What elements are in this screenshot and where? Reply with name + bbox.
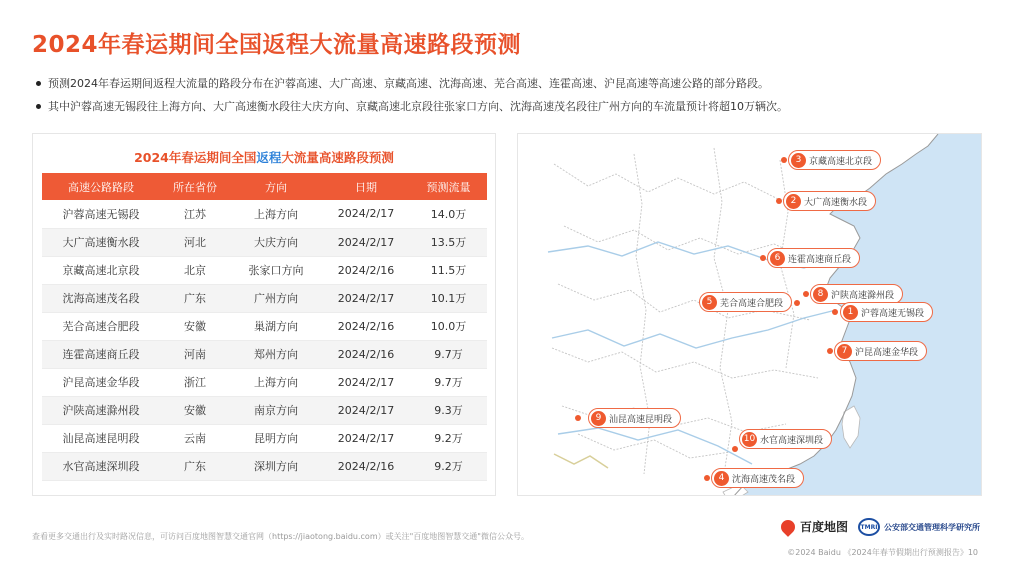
table-row [42,284,487,312]
cell-direction: 南京方向 [230,396,322,424]
cell-province: 河南 [160,340,230,368]
cell-date: 2024/2/16 [322,312,410,340]
marker-dot-3 [781,157,787,163]
cell-road: 汕昆高速昆明段 [42,424,160,452]
bullet-text: 其中沪蓉高速无锡段往上海方向、大广高速衡水段往大庆方向、京藏高速北京段往张家口方向、沈海高速茂名段往广州方向的车流量预计将超10万辆次。 [48,100,788,113]
table-row [42,200,487,228]
table-row [42,312,487,340]
header-province: 所在省份 [160,173,230,200]
map-label-1 [840,302,933,322]
cell-direction: 郑州方向 [230,340,322,368]
page-title: 2024年春运期间全国返程大流量高速路段预测 [32,32,522,58]
cell-flow: 9.2万 [410,424,487,452]
map-label-9 [588,408,681,428]
cell-province: 河北 [160,228,230,256]
source-note: 查看更多交通出行及实时路况信息，可访问百度地图智慧交通官网（https://jiaotong.baidu.com）或关注"百度地图智慧交通"微信公众号。 [32,532,529,541]
cell-date: 2024/2/17 [322,368,410,396]
header-flow: 预测流量 [410,173,487,200]
map-number-8: 8 [813,287,828,302]
prediction-table [42,173,487,481]
bullet-item [36,72,996,95]
header-road: 高速公路路段 [42,173,160,200]
map-label-text: 水官高速深圳段 [760,435,824,446]
cell-province: 安徽 [160,312,230,340]
route-map [517,133,982,496]
map-label-text: 沪陕高速滁州段 [831,290,895,301]
table-title-highlight: 返程 [256,150,282,165]
cell-flow: 9.3万 [410,396,487,424]
cell-province: 广东 [160,452,230,480]
map-label-text: 沪蓉高速无锡段 [861,308,925,319]
map-number-5: 5 [702,295,717,310]
cell-province: 江苏 [160,200,230,228]
cell-road: 沈海高速茂名段 [42,284,160,312]
map-label-5 [699,292,792,312]
cell-province: 云南 [160,424,230,452]
map-label-10 [739,429,832,449]
map-number-9: 9 [591,411,606,426]
map-number-3: 3 [791,153,806,168]
prediction-table-card [32,133,496,496]
cell-direction: 大庆方向 [230,228,322,256]
table-row [42,340,487,368]
cell-date: 2024/2/17 [322,396,410,424]
cell-date: 2024/2/16 [322,452,410,480]
cell-direction: 深圳方向 [230,452,322,480]
cell-flow: 10.1万 [410,284,487,312]
marker-dot-6 [760,255,766,261]
map-number-4: 4 [714,471,729,486]
table-header-row [42,173,487,200]
cell-province: 北京 [160,256,230,284]
map-label-text: 芜合高速合肥段 [720,298,784,309]
cell-direction: 上海方向 [230,368,322,396]
cell-flow: 9.2万 [410,452,487,480]
cell-flow: 14.0万 [410,200,487,228]
map-label-text: 汕昆高速昆明段 [609,414,673,425]
cell-road: 沪陕高速滁州段 [42,396,160,424]
tmri-emblem-icon: TMRI [858,518,880,536]
cell-road: 芜合高速合肥段 [42,312,160,340]
cell-direction: 张家口方向 [230,256,322,284]
cell-road: 沪蓉高速无锡段 [42,200,160,228]
table-title-prefix: 2024年春运期间全国 [134,150,257,165]
summary-bullets [36,72,996,118]
map-label-4 [711,468,804,488]
table-row [42,452,487,480]
marker-dot-9 [575,415,581,421]
map-label-2 [783,191,876,211]
table-row [42,368,487,396]
cell-road: 沪昆高速金华段 [42,368,160,396]
map-label-6 [767,248,860,268]
map-label-text: 连霍高速商丘段 [788,254,852,265]
cell-date: 2024/2/16 [322,256,410,284]
table-title [33,148,495,166]
map-label-7 [834,341,927,361]
cell-direction: 昆明方向 [230,424,322,452]
map-label-8 [810,284,903,304]
map-label-text: 京藏高速北京段 [809,156,873,167]
cell-flow: 9.7万 [410,340,487,368]
map-number-10: 10 [742,432,757,447]
cell-road: 京藏高速北京段 [42,256,160,284]
tmri-logo [858,518,980,536]
map-number-1: 1 [843,305,858,320]
bullet-text: 预测2024年春运期间返程大流量的路段分布在沪蓉高速、大广高速、京藏高速、沈海高速、芜合高速、连霍高速、沪昆高速等高速公路的部分路段。 [48,77,769,90]
cell-road: 连霍高速商丘段 [42,340,160,368]
marker-dot-7 [827,348,833,354]
marker-dot-5 [794,300,800,306]
cell-date: 2024/2/17 [322,284,410,312]
map-number-6: 6 [770,251,785,266]
marker-dot-8 [803,291,809,297]
map-label-text: 沈海高速茂名段 [732,474,796,485]
header-direction: 方向 [230,173,322,200]
baidu-map-logo [781,518,848,535]
cell-province: 安徽 [160,396,230,424]
map-number-7: 7 [837,344,852,359]
baidu-pin-icon [778,517,798,537]
cell-date: 2024/2/17 [322,228,410,256]
cell-direction: 巢湖方向 [230,312,322,340]
bullet-dot-icon [36,104,41,109]
map-label-3 [788,150,881,170]
baidu-logo-text: 百度地图 [800,520,849,534]
map-number-2: 2 [786,194,801,209]
table-row [42,424,487,452]
marker-dot-10 [732,446,738,452]
marker-dot-1 [832,309,838,315]
table-row [42,396,487,424]
cell-flow: 13.5万 [410,228,487,256]
cell-date: 2024/2/17 [322,424,410,452]
cell-road: 水官高速深圳段 [42,452,160,480]
header-date: 日期 [322,173,410,200]
map-label-text: 沪昆高速金华段 [855,347,919,358]
marker-dot-4 [704,475,710,481]
page-footer: ©2024 Baidu 《2024年春节假期出行预测报告》10 [787,548,978,557]
map-label-text: 大广高速衡水段 [804,197,868,208]
bullet-item [36,95,996,118]
marker-dot-2 [776,198,782,204]
bullet-dot-icon [36,81,41,86]
cell-date: 2024/2/16 [322,340,410,368]
tmri-logo-text: 公安部交通管理科学研究所 [884,522,980,532]
cell-province: 广东 [160,284,230,312]
cell-direction: 上海方向 [230,200,322,228]
cell-flow: 11.5万 [410,256,487,284]
cell-flow: 9.7万 [410,368,487,396]
table-title-suffix: 大流量高速路段预测 [281,150,394,165]
cell-date: 2024/2/17 [322,200,410,228]
table-row [42,228,487,256]
cell-flow: 10.0万 [410,312,487,340]
table-row [42,256,487,284]
cell-direction: 广州方向 [230,284,322,312]
cell-road: 大广高速衡水段 [42,228,160,256]
cell-province: 浙江 [160,368,230,396]
